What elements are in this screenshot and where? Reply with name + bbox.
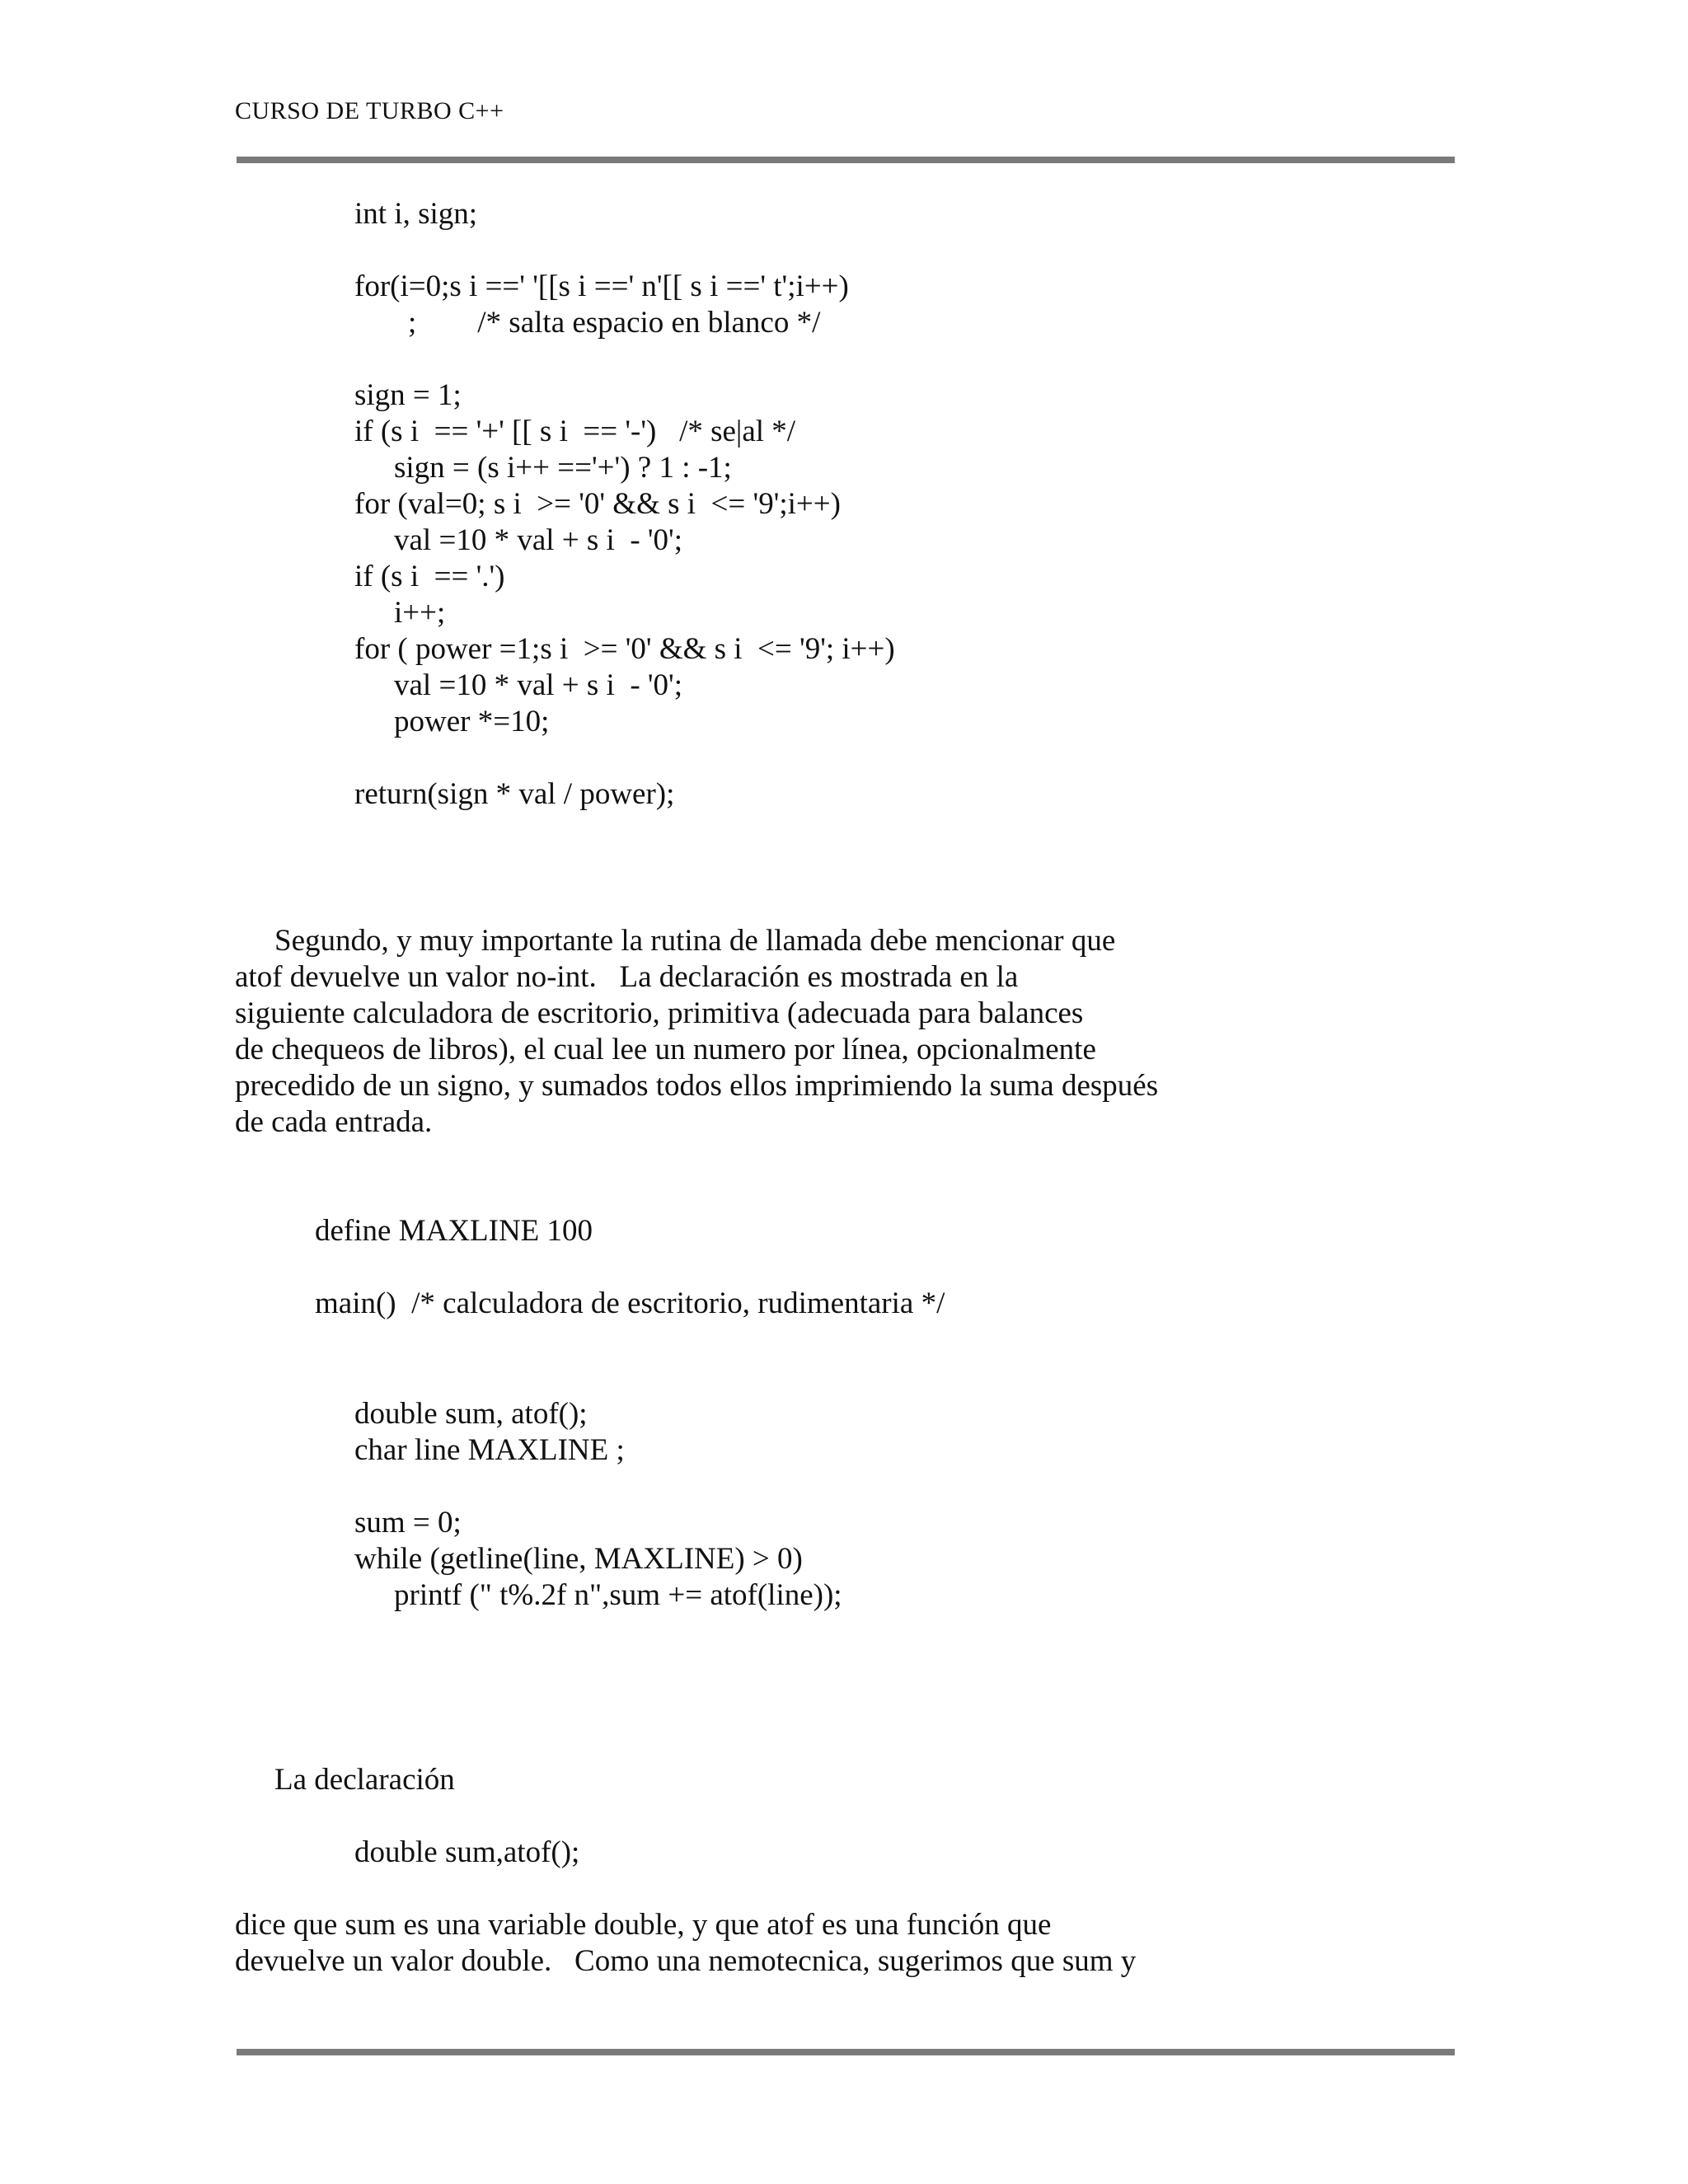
paragraph-line: dice que sum es una variable double, y que atof es una función que xyxy=(235,1908,1052,1942)
paragraph-line: de chequeos de libros), el cual lee un numero por línea, opcionalmente xyxy=(235,1033,1096,1066)
page-header: CURSO DE TURBO C++ xyxy=(235,97,504,124)
paragraph-intro: La declaración xyxy=(274,1763,455,1797)
header-rule xyxy=(237,157,1455,163)
code-line: for(i=0;s i ==' '[[s i ==' n'[[ s i ==' t';i++) xyxy=(354,269,849,303)
code-line: sign = 1; xyxy=(354,378,462,412)
code-line: if (s i == '.') xyxy=(354,560,505,593)
code-line: printf (" t%.2f n",sum += atof(line)); xyxy=(394,1578,842,1612)
code-line: return(sign * val / power); xyxy=(354,777,675,811)
code-line: define MAXLINE 100 xyxy=(315,1214,593,1248)
code-line: int i, sign; xyxy=(354,197,478,231)
code-line: power *=10; xyxy=(394,705,550,738)
code-line: for ( power =1;s i >= '0' && s i <= '9'; i++) xyxy=(354,632,895,666)
paragraph-line: de cada entrada. xyxy=(235,1105,433,1139)
code-line: val =10 * val + s i - '0'; xyxy=(394,668,683,702)
code-line: char line MAXLINE ; xyxy=(354,1433,625,1467)
code-line: double sum, atof(); xyxy=(354,1397,588,1431)
paragraph-line: precedido de un signo, y sumados todos ellos imprimiendo la suma después xyxy=(235,1069,1159,1103)
code-line: ; /* salta espacio en blanco */ xyxy=(408,306,821,340)
code-line: if (s i == '+' [[ s i == '-') /* se|al */ xyxy=(354,415,796,448)
code-line: for (val=0; s i >= '0' && s i <= '9';i++) xyxy=(354,487,841,521)
footer-rule xyxy=(237,2049,1455,2055)
code-line: val =10 * val + s i - '0'; xyxy=(394,523,683,557)
code-line: while (getline(line, MAXLINE) > 0) xyxy=(354,1542,803,1576)
paragraph-line: Segundo, y muy importante la rutina de llamada debe mencionar que xyxy=(274,924,1116,958)
paragraph-line: atof devuelve un valor no-int. La declaración es mostrada en la xyxy=(235,960,1019,994)
paragraph-line: devuelve un valor double. Como una nemotecnica, sugerimos que sum y xyxy=(235,1944,1137,1978)
code-line: double sum,atof(); xyxy=(354,1835,580,1869)
code-line: sign = (s i++ =='+') ? 1 : -1; xyxy=(394,451,732,485)
code-line: i++; xyxy=(394,596,446,630)
paragraph-line: siguiente calculadora de escritorio, primitiva (adecuada para balances xyxy=(235,996,1084,1030)
code-line: sum = 0; xyxy=(354,1506,462,1540)
code-line: main() /* calculadora de escritorio, rudimentaria */ xyxy=(315,1286,945,1320)
